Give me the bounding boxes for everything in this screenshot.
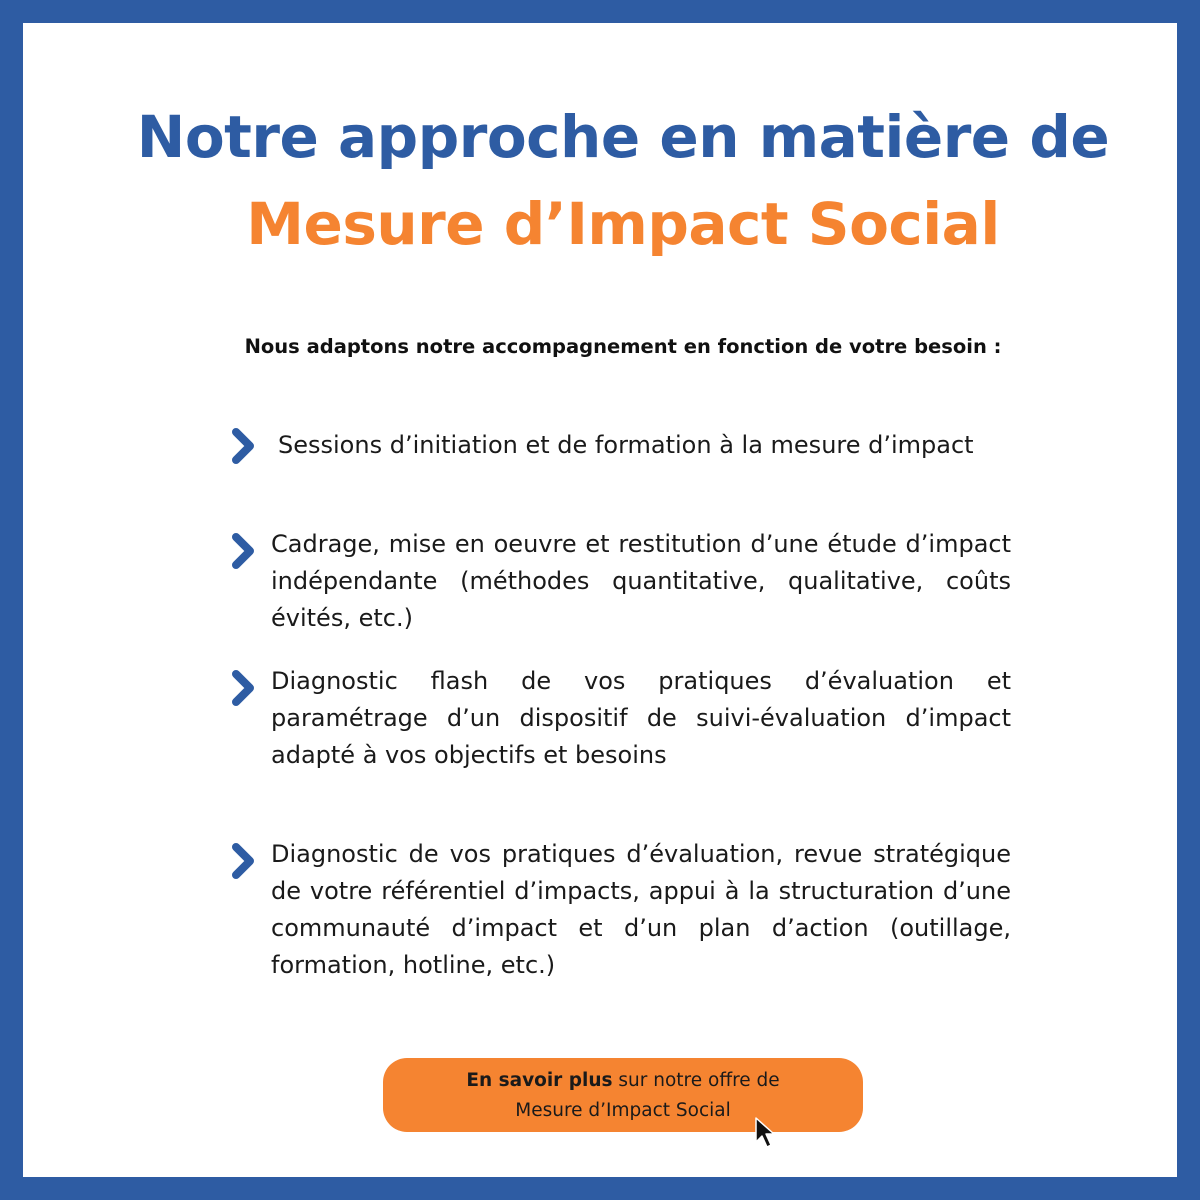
service-item-text: Diagnostic flash de vos pratiques d’évaluation et paramétrage d’un dispositif de suivi-évaluation d’impact adapté à vos objectifs et besoins <box>271 667 1011 769</box>
learn-more-line-2: Mesure d’Impact Social <box>515 1100 731 1121</box>
service-item-text: Diagnostic de vos pratiques d’évaluation, revue stratégique de votre référentiel d’impacts, appui à la structuration d’une communauté d’impact et d’un plan d’action (outillage, formation, hotline, etc.) <box>271 840 1011 979</box>
chevron-right-icon <box>228 841 258 881</box>
learn-more-line-1 <box>383 1066 863 1096</box>
intro-text: Nous adaptons notre accompagnement en fonction de votre besoin : <box>244 335 1002 358</box>
heading-line-2: Mesure d’Impact Social <box>246 190 1000 258</box>
cursor-arrow-icon <box>753 1116 779 1150</box>
service-item-text: Sessions d’initiation et de formation à la mesure d’impact <box>278 431 974 459</box>
service-item-text: Cadrage, mise en oeuvre et restitution d’une étude d’impact indépendante (méthodes quantitative, qualitative, coûts évités, etc.) <box>271 530 1011 632</box>
chevron-right-icon <box>228 668 258 708</box>
learn-more-bold: En savoir plus <box>466 1070 613 1091</box>
chevron-right-icon <box>228 531 258 571</box>
learn-more-rest: sur notre offre de <box>612 1070 780 1091</box>
chevron-right-icon <box>228 426 258 466</box>
heading-line-1: Notre approche en matière de <box>136 103 1110 171</box>
learn-more-button[interactable] <box>383 1058 863 1132</box>
